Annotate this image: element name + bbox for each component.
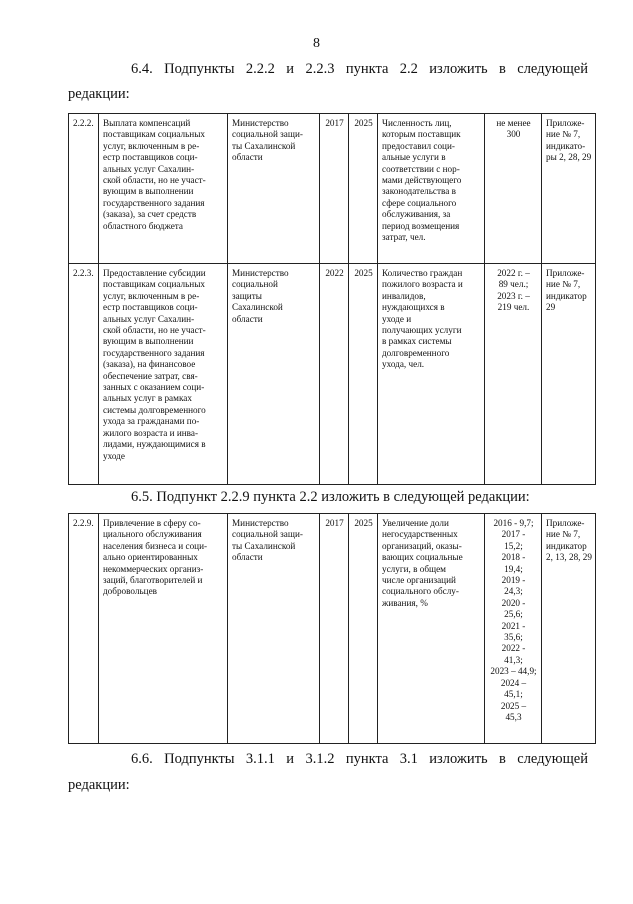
cell-line: 41,3; xyxy=(504,654,523,665)
cell-line: пожилого возраста и xyxy=(382,279,463,290)
paragraph-6-4-line-1: 6.4. Подпункты 2.2.2 и 2.2.3 пункта 2.2 изложить в следующей xyxy=(131,61,588,77)
cell-line: 25,6; xyxy=(504,609,523,620)
cell-line: областного бюджета xyxy=(103,220,183,231)
cell-line: некоммерческих организ- xyxy=(103,563,204,574)
cell-line: 2018 - xyxy=(501,552,526,563)
year-end-cell xyxy=(349,114,378,264)
cell-line: защиты xyxy=(232,290,262,301)
cell-line: 2023 – 44,9; xyxy=(490,666,537,677)
cell-line: инвалидов, xyxy=(382,290,426,301)
cell-line: поставщикам социальных xyxy=(103,279,205,290)
cell-line: альных услуг Сахалин- xyxy=(103,163,195,174)
cell-line: государственного задания xyxy=(103,197,205,208)
row-number xyxy=(69,514,99,744)
cell-line: живания, % xyxy=(382,597,428,608)
cell-line: 2.2.9. xyxy=(73,518,94,528)
cell-line: естр поставщиков соци- xyxy=(103,302,198,313)
cell-line: индикато- xyxy=(546,140,586,151)
cell-line: 2025 xyxy=(354,268,373,278)
cell-line: 2023 г. – xyxy=(497,290,530,301)
measure-cell xyxy=(99,264,228,485)
cell-line: вующим в выполнении xyxy=(103,336,194,347)
cell-line: обеспечение затрат, свя- xyxy=(103,370,198,381)
cell-line: услуг, включенным в ре- xyxy=(103,140,200,151)
row-number xyxy=(69,264,99,485)
cell-line: затрат, чел. xyxy=(382,232,426,243)
cell-line: Приложе- xyxy=(546,118,585,128)
cell-line: социальной защи- xyxy=(232,129,303,140)
cell-line: 45,1; xyxy=(504,689,523,700)
cell-line: альных услуг в рамках xyxy=(103,393,192,404)
cell-line: социальной защи- xyxy=(232,529,303,540)
cell-line: 2025 – xyxy=(500,700,527,711)
cell-line: поставщикам социальных xyxy=(103,129,205,140)
cell-line: Министерство xyxy=(232,518,289,528)
cell-line: индикатор xyxy=(546,540,587,551)
cell-line: услуги, в общем xyxy=(382,563,446,574)
cell-line: альные услуги в xyxy=(382,152,446,163)
year-end-cell xyxy=(349,514,378,744)
cell-line: Количество граждан xyxy=(382,268,463,278)
executor-cell xyxy=(228,114,320,264)
cell-line: Министерство xyxy=(232,118,289,128)
appendix-link-cell xyxy=(542,264,596,485)
table-row-2-2-3 xyxy=(69,264,596,485)
cell-line: в рамках системы xyxy=(382,336,452,347)
cell-line: 300 xyxy=(506,129,521,140)
cell-line: ние № 7, xyxy=(546,279,581,290)
cell-line: 2025 xyxy=(354,118,373,128)
cell-line: 2020 - xyxy=(501,597,526,608)
cell-line: Увеличение доли xyxy=(382,518,449,528)
cell-line: ты Сахалинской xyxy=(232,140,296,151)
cell-line: населения бизнеса и соци- xyxy=(103,540,208,551)
cell-line: ально ориентированных xyxy=(103,552,198,563)
cell-line: (заказа), за счет средств xyxy=(103,209,197,220)
cell-line: Привлечение в сферу со- xyxy=(103,518,201,528)
cell-line: 2, 13, 28, 29 xyxy=(546,552,592,563)
cell-line: 2017 xyxy=(325,518,344,528)
target-value-cell xyxy=(485,114,542,264)
cell-line: 19,4; xyxy=(504,563,523,574)
cell-line: числе организаций xyxy=(382,575,456,586)
cell-line: ской области, но не участ- xyxy=(103,175,206,186)
cell-line: заций, благотворителей и xyxy=(103,575,203,586)
cell-line: 2022 - xyxy=(501,643,526,654)
cell-line: сфере социального xyxy=(382,197,457,208)
year-start-cell xyxy=(320,264,349,485)
cell-line: нуждающихся в xyxy=(382,302,445,313)
cell-line: области xyxy=(232,313,263,324)
appendix-link-cell xyxy=(542,514,596,744)
cell-line: занных с оказанием соци- xyxy=(103,382,205,393)
measure-cell xyxy=(99,514,228,744)
cell-line: 2017 xyxy=(325,118,344,128)
cell-line: ры 2, 28, 29 xyxy=(546,152,592,163)
row-number xyxy=(69,114,99,264)
cell-line: жилого возраста и инва- xyxy=(103,427,199,438)
cell-line: циального обслуживания xyxy=(103,529,202,540)
cell-line: 2017 - xyxy=(501,529,526,540)
cell-line: предоставил соци- xyxy=(382,140,455,151)
cell-line: организаций, оказы- xyxy=(382,540,462,551)
appendix-link-cell xyxy=(542,114,596,264)
cell-line: 89 чел.; xyxy=(498,279,529,290)
paragraph-6-4-line-2: редакции: xyxy=(68,86,130,102)
cell-line: долговременного xyxy=(382,347,450,358)
cell-line: 2025 xyxy=(354,518,373,528)
paragraph-6-6-line-1: 6.6. Подпункты 3.1.1 и 3.1.2 пункта 3.1 изложить в следующей xyxy=(131,751,588,767)
cell-line: 2.2.2. xyxy=(73,118,94,128)
cell-line: области xyxy=(232,152,263,163)
target-value-cell xyxy=(485,264,542,485)
executor-cell xyxy=(228,514,320,744)
program-measures-table-1 xyxy=(68,113,596,485)
cell-line: Выплата компенсаций xyxy=(103,118,191,128)
cell-line: ухода за гражданами по- xyxy=(103,416,200,427)
indicator-cell xyxy=(378,264,485,485)
cell-line: обслуживания, за xyxy=(382,209,451,220)
cell-line: 29 xyxy=(546,302,556,313)
cell-line: системы долговременного xyxy=(103,404,206,415)
cell-line: уходе и xyxy=(382,313,412,324)
cell-line: вающих социальные xyxy=(382,552,463,563)
cell-line: социальной xyxy=(232,279,278,290)
cell-line: 219 чел. xyxy=(497,302,530,313)
measure-cell xyxy=(99,114,228,264)
cell-line: 45,3 xyxy=(505,711,522,722)
cell-line: области xyxy=(232,552,263,563)
cell-line: ухода, чел. xyxy=(382,359,425,370)
cell-line: 2021 - xyxy=(501,620,526,631)
cell-line: Предоставление субсидии xyxy=(103,268,206,278)
cell-line: социального обслу- xyxy=(382,586,459,597)
paragraph-6-5: 6.5. Подпункт 2.2.9 пункта 2.2 изложить в следующей редакции: xyxy=(131,489,530,505)
cell-line: ние № 7, xyxy=(546,529,581,540)
cell-line: период возмещения xyxy=(382,220,460,231)
cell-line: 2019 - xyxy=(501,575,526,586)
cell-line: государственного задания xyxy=(103,347,205,358)
cell-line: 2022 xyxy=(325,268,344,278)
cell-line: получающих услуги xyxy=(382,325,462,336)
cell-line: 2.2.3. xyxy=(73,268,94,278)
table-row-2-2-2 xyxy=(69,114,596,264)
table-row-2-2-9 xyxy=(69,514,596,744)
cell-line: 2024 – xyxy=(500,677,527,688)
year-start-cell xyxy=(320,114,349,264)
program-measures-table-2 xyxy=(68,513,596,744)
year-start-cell xyxy=(320,514,349,744)
cell-line: 2016 - 9,7; xyxy=(493,518,534,528)
cell-line: (заказа), на финансовое xyxy=(103,359,196,370)
cell-line: Министерство xyxy=(232,268,289,278)
cell-line: Сахалинской xyxy=(232,302,283,313)
cell-line: ние № 7, xyxy=(546,129,581,140)
cell-line: которым поставщик xyxy=(382,129,461,140)
cell-line: негосударственных xyxy=(382,529,458,540)
cell-line: естр поставщиков соци- xyxy=(103,152,198,163)
cell-line: мами действующего xyxy=(382,175,462,186)
cell-line: услуг, включенным в ре- xyxy=(103,290,200,301)
executor-cell xyxy=(228,264,320,485)
cell-line: уходе xyxy=(103,450,125,461)
cell-line: индикатор xyxy=(546,290,587,301)
cell-line: законодательства в xyxy=(382,186,456,197)
cell-line: альных услуг Сахалин- xyxy=(103,313,195,324)
cell-line: Численность лиц, xyxy=(382,118,452,128)
cell-line: добровольцев xyxy=(103,586,157,597)
cell-line: лидами, нуждающимися в xyxy=(103,439,206,450)
cell-line: 15,2; xyxy=(504,540,523,551)
cell-line: вующим в выполнении xyxy=(103,186,194,197)
target-value-cell xyxy=(485,514,542,744)
indicator-cell xyxy=(378,114,485,264)
cell-line: 35,6; xyxy=(504,632,523,643)
cell-line: 24,3; xyxy=(504,586,523,597)
cell-line: ской области, но не участ- xyxy=(103,325,206,336)
cell-line: ты Сахалинской xyxy=(232,540,296,551)
cell-line: Приложе- xyxy=(546,518,585,528)
cell-line: Приложе- xyxy=(546,268,585,278)
cell-line: 2022 г. – xyxy=(497,268,530,278)
cell-line: не менее xyxy=(496,118,531,128)
page-number: 8 xyxy=(313,36,320,51)
year-end-cell xyxy=(349,264,378,485)
paragraph-6-6-line-2: редакции: xyxy=(68,777,130,793)
indicator-cell xyxy=(378,514,485,744)
cell-line: соответствии с нор- xyxy=(382,163,460,174)
